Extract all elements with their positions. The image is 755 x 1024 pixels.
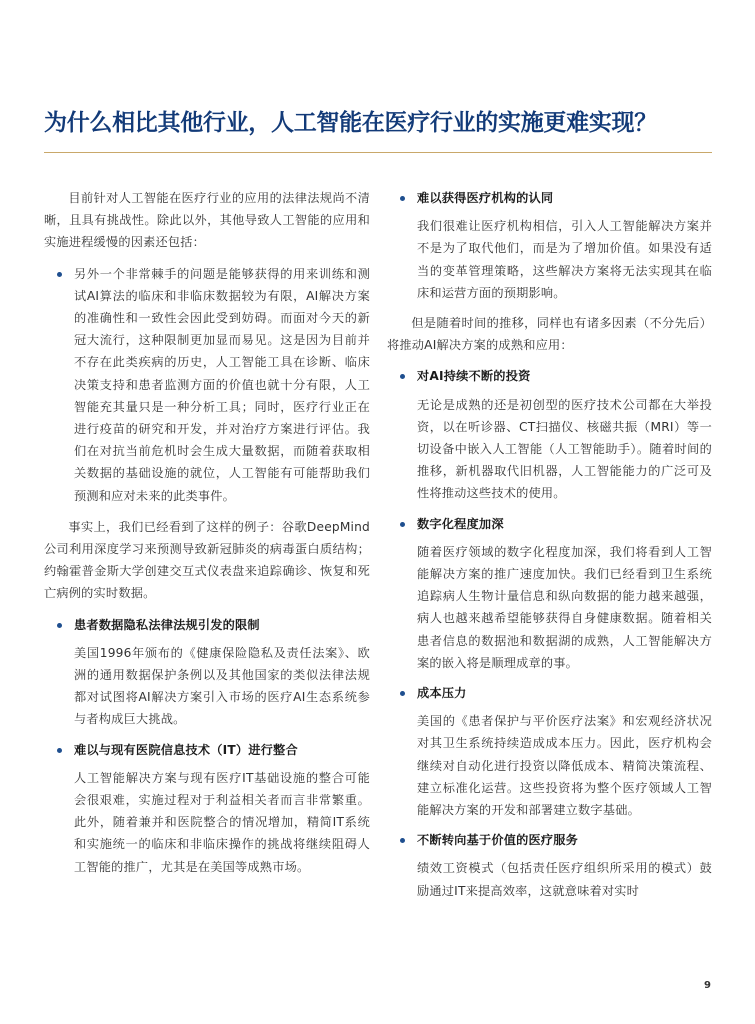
bullet-text: 另外一个非常棘手的问题是能够获得的用来训练和测试AI算法的临床和非临床数据较为有限，AI解决方案的准确性和一致性会因此受到妨碍。而面对今天的新冠大流行，这种限制更加显而易见。这是因为目前并不存在此类疾病的历史，人工智能工具在诊断、临床决策支持和患者监测方面的价值也就十分有限，人工智能充其量只是一种分析工具；同时，医疗行业正在进行疫苗的研究和开发，并对治疗方案进行评估。我们在对抗当前危机时会生成大量数据，而随着获取相关数据的基础设施的就位，人工智能有可能帮助我们预测和应对未来的此类事件。: [74, 266, 370, 503]
bullet-dot-icon: [57, 748, 62, 753]
example-paragraph: 事实上，我们已经看到了这样的例子：谷歌DeepMind公司利用深度学习来预测导致新冠肺炎的病毒蛋白质结构；约翰霍普金斯大学创建交互式仪表盘来追踪确诊、恢复和死亡病例的实时数据。: [44, 519, 370, 601]
section-value-based-care: [387, 829, 712, 902]
title-divider: [44, 152, 712, 153]
section-heading: 对AI持续不断的投资: [387, 365, 712, 387]
section-body: 美国1996年颁布的《健康保险隐私及责任法案》、欧洲的通用数据保护条例以及其他国家的类似法律法规都对试图将AI解决方案引入市场的医疗AI生态系统参与者构成巨大挑战。: [74, 645, 370, 727]
left-column: [44, 187, 370, 886]
bullet-dot-icon: [57, 272, 62, 277]
bullet-dot-icon: [400, 196, 405, 201]
section-investment: [387, 365, 712, 504]
section-body: 人工智能解决方案与现有医疗IT基础设施的整合可能会很艰难，实施过程对于利益相关者而言非常繁重。此外，随着兼并和医院整合的情况增加，精简IT系统和实施统一的临床和非临床操作的挑战将继续阻碍人工智能的推广，尤其是在美国等成熟市场。: [74, 770, 370, 874]
section-heading: 数字化程度加深: [387, 513, 712, 535]
page-title: 为什么相比其他行业，人工智能在医疗行业的实施更难实现？: [44, 110, 657, 136]
section-privacy: [44, 614, 370, 731]
section-body: 美国的《患者保护与平价医疗法案》和宏观经济状况对其卫生系统持续造成成本压力。因此，医疗机构会继续对自动化进行投资以降低成本、精简决策流程、建立标准化运营。这些投资将为整个医疗领域人工智能解决方案的开发和部署建立数字基础。: [417, 714, 712, 818]
bullet-dot-icon: [57, 623, 62, 628]
section-heading: 患者数据隐私法律法规引发的限制: [44, 614, 370, 636]
section-body: 我们很难让医疗机构相信，引入人工智能解决方案并不是为了取代他们，而是为了增加价值。如果没有适当的变革管理策略，这些解决方案将无法实现其在临床和运营方面的预期影响。: [417, 219, 712, 300]
section-digitization: [387, 513, 712, 674]
bullet-dot-icon: [400, 691, 405, 696]
section-body: 无论是成熟的还是初创型的医疗技术公司都在大举投资，以在听诊器、CT扫描仪、核磁共振（MRI）等一切设备中嵌入人工智能（人工智能助手）。随着时间的推移，新机器取代旧机器，人工智能能力的广泛可及性将推动这些技术的使用。: [417, 397, 712, 501]
section-it-integration: [44, 739, 370, 878]
section-heading: 成本压力: [387, 682, 712, 704]
bullet-dot-icon: [400, 522, 405, 527]
section-acceptance: [387, 187, 712, 304]
section-body: 随着医疗领域的数字化程度加深，我们将看到人工智能解决方案的推广速度加快。我们已经看到卫生系统追踪病人生物计量信息和纵向数据的能力越来越强，病人也越来越希望能够获得自身健康数据。随着相关患者信息的数据池和数据湖的成熟，人工智能解决方案的嵌入将是顺理成章的事。: [417, 544, 712, 670]
section-cost-pressure: [387, 682, 712, 821]
bullet-dot-icon: [400, 374, 405, 379]
bullet-limited-data: [44, 263, 370, 507]
bullet-dot-icon: [400, 838, 405, 843]
section-heading: 难以获得医疗机构的认同: [387, 187, 712, 209]
intro-paragraph: 目前针对人工智能在医疗行业的应用的法律法规尚不清晰，且具有挑战性。除此以外，其他导致人工智能的应用和实施进程缓慢的因素还包括：: [44, 191, 370, 250]
transition-paragraph: 但是随着时间的推移，同样也有诸多因素（不分先后）将推动AI解决方案的成熟和应用：: [387, 316, 712, 353]
page-number: 9: [704, 980, 711, 991]
section-heading: 不断转向基于价值的医疗服务: [387, 829, 712, 851]
section-body: 绩效工资模式（包括责任医疗组织所采用的模式）鼓励通过IT来提高效率，这就意味着对实时: [417, 861, 712, 898]
section-heading: 难以与现有医院信息技术（IT）进行整合: [44, 739, 370, 761]
right-column: [387, 187, 712, 910]
